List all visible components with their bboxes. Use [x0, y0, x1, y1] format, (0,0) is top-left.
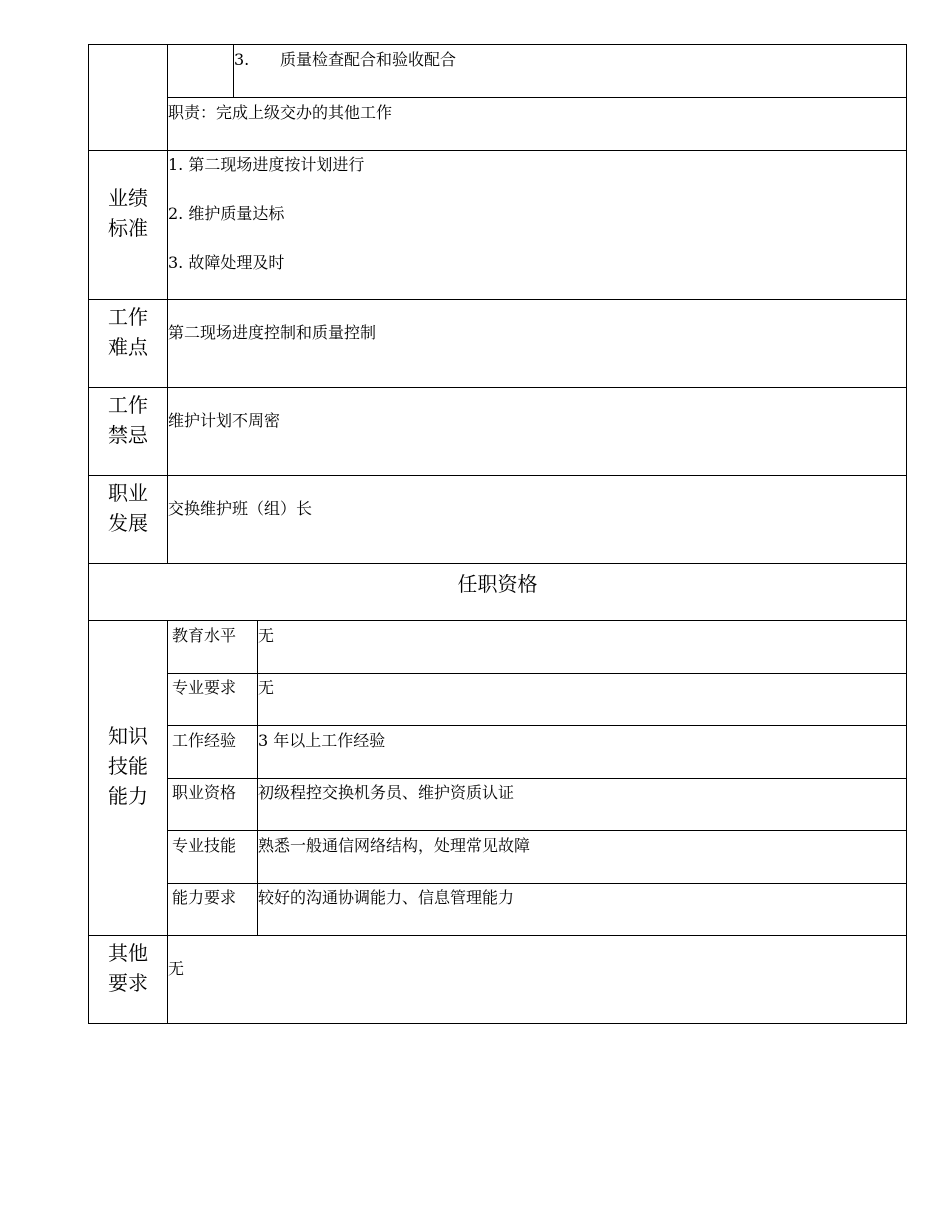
knowledge-value: 较好的沟通协调能力、信息管理能力 [258, 888, 515, 907]
table-border-top [88, 44, 907, 45]
knowledge-value: 3 年以上工作经验 [258, 731, 386, 750]
knowledge-value: 无 [258, 626, 275, 645]
knowledge-value: 无 [258, 678, 275, 697]
row-divider [88, 299, 907, 300]
row-divider [88, 620, 907, 621]
knowledge-key: 能力要求 [172, 888, 237, 907]
performance-label: 业绩 标准 [108, 186, 148, 240]
other-label: 其他 要求 [108, 941, 148, 995]
knowledge-key: 专业要求 [172, 678, 237, 697]
item-text: 质量检查配合和验收配合 [280, 50, 457, 69]
knowledge-value: 初级程控交换机务员、维护资质认证 [258, 783, 515, 802]
knowledge-row-divider [167, 883, 907, 884]
taboo-label: 工作 禁忌 [108, 393, 148, 447]
table-border-right [906, 44, 907, 1024]
taboo-text: 维护计划不周密 [168, 411, 281, 430]
performance-item: 2. 维护质量达标 [168, 204, 285, 223]
row-divider [167, 97, 907, 98]
row-divider [88, 475, 907, 476]
row-divider [88, 150, 907, 151]
knowledge-key: 教育水平 [172, 626, 237, 645]
knowledge-row-divider [167, 673, 907, 674]
qualification-title: 任职资格 [457, 572, 538, 596]
job-description-table [88, 44, 907, 1024]
career-label: 职业 发展 [108, 481, 148, 535]
knowledge-row-divider [167, 778, 907, 779]
knowledge-row-divider [167, 725, 907, 726]
knowledge-key: 工作经验 [172, 731, 237, 750]
performance-item: 3. 故障处理及时 [168, 253, 285, 272]
difficulty-text: 第二现场进度控制和质量控制 [168, 323, 377, 342]
knowledge-label: 知识 技能 能力 [108, 724, 148, 808]
knowledge-value: 熟悉一般通信网络结构，处理常见故障 [258, 836, 531, 855]
difficulty-label: 工作 难点 [108, 305, 148, 359]
item-number: 3. [234, 50, 250, 69]
duty-text: 职责：完成上级交办的其他工作 [168, 103, 393, 122]
knowledge-row-divider [167, 830, 907, 831]
career-text: 交换维护班（组）长 [168, 499, 313, 518]
other-text: 无 [168, 959, 185, 978]
knowledge-key: 职业资格 [172, 783, 237, 802]
performance-item: 1. 第二现场进度按计划进行 [168, 155, 365, 174]
table-border-bottom [88, 1023, 907, 1024]
row-divider [88, 563, 907, 564]
row-divider [88, 387, 907, 388]
knowledge-key: 专业技能 [172, 836, 237, 855]
row-divider [88, 935, 907, 936]
